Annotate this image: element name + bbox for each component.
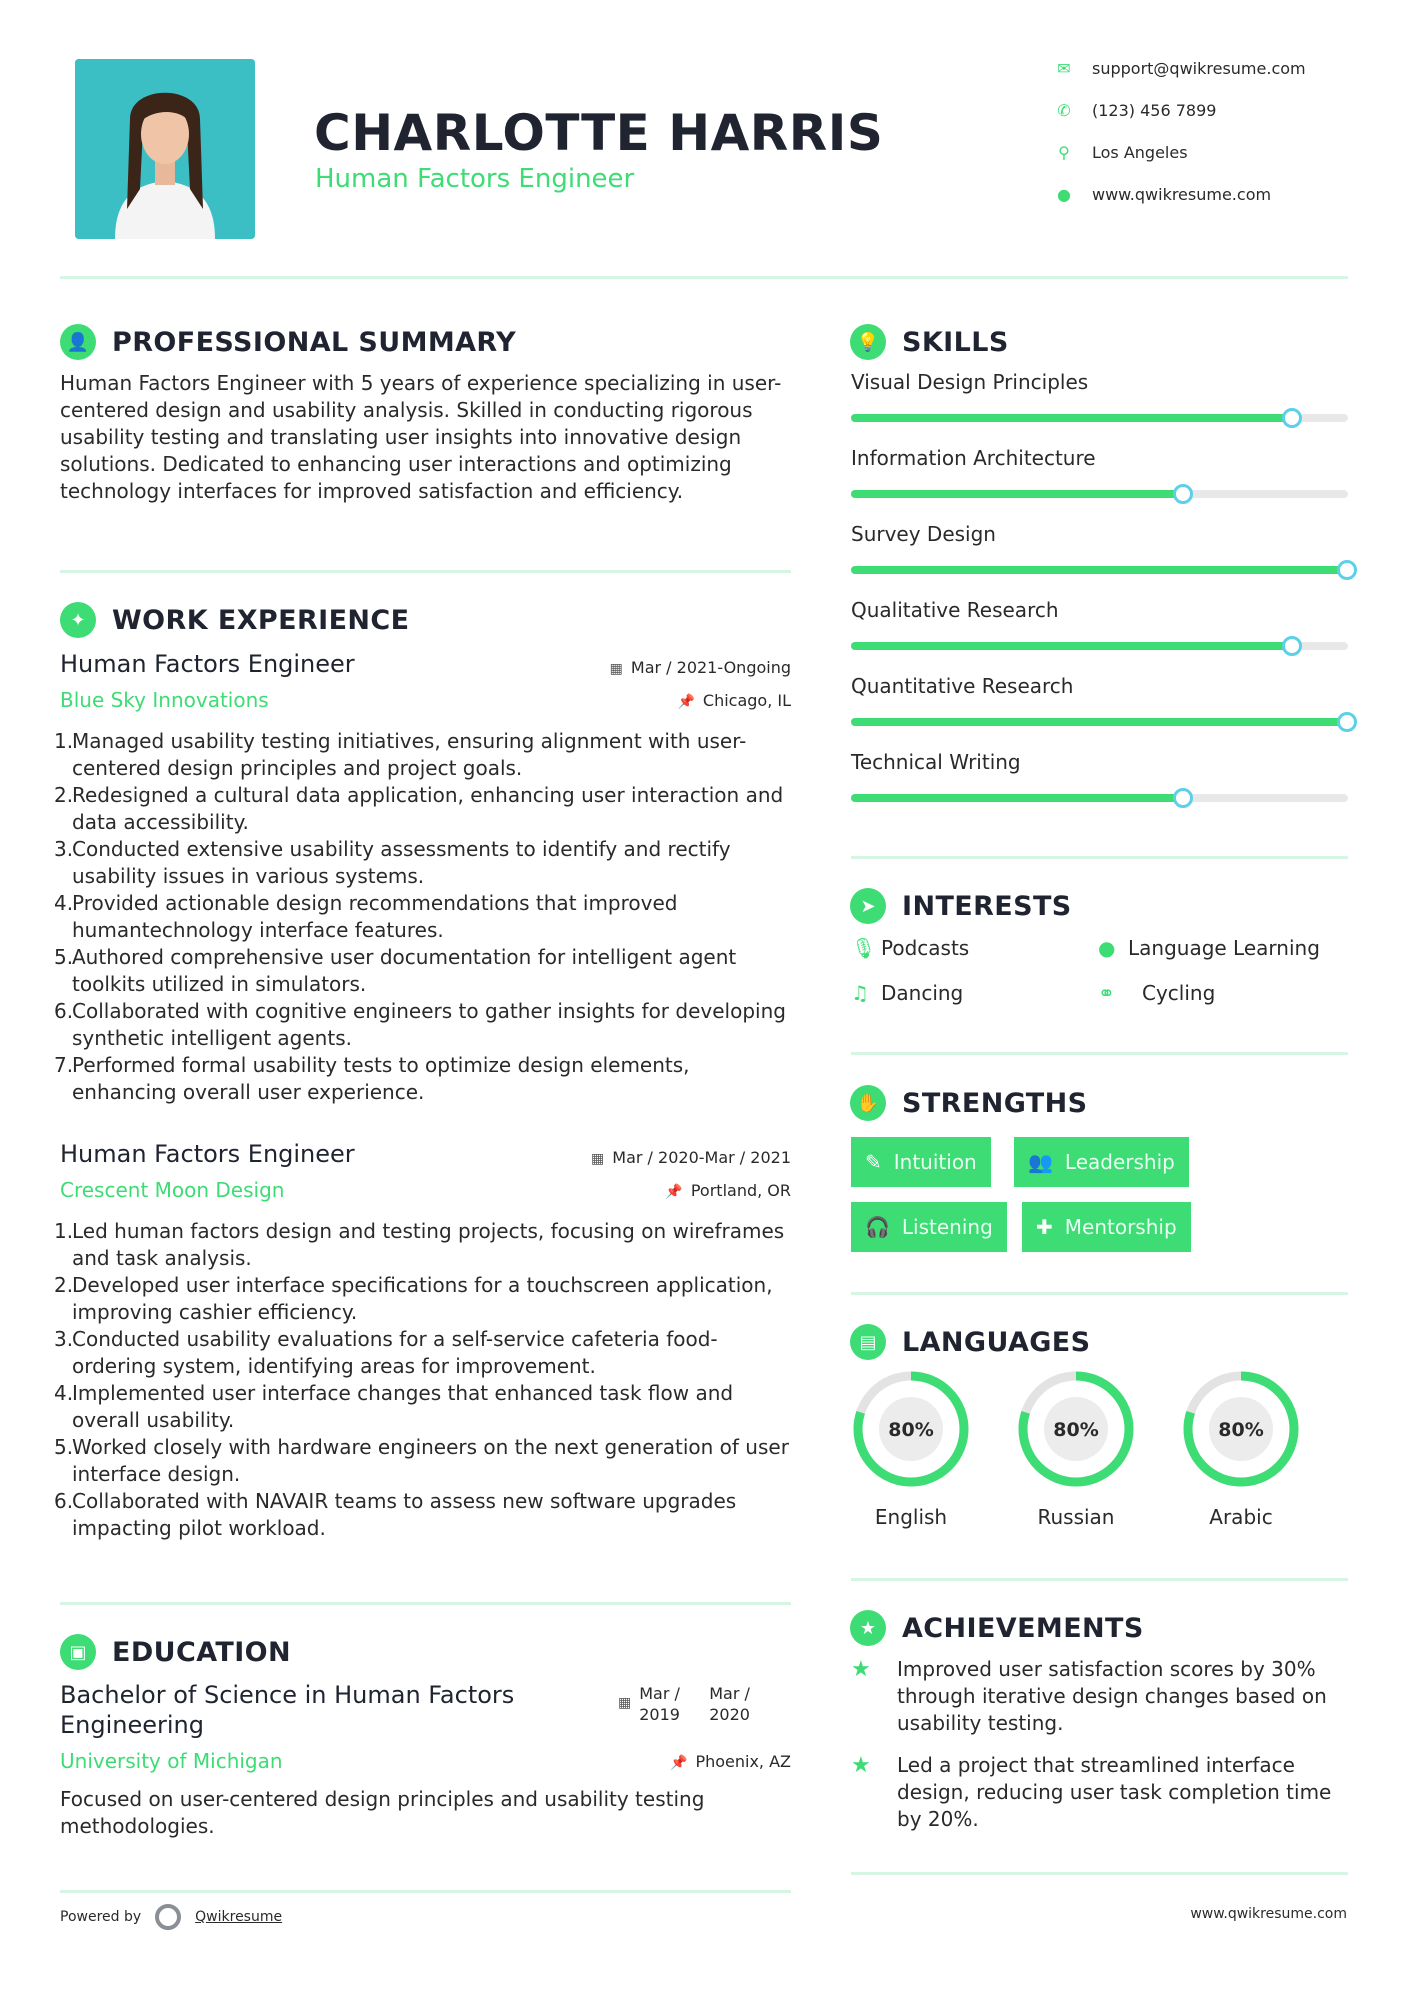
skill-row xyxy=(851,750,1351,802)
list-item: 5.Worked closely with hardware engineers on the next generation of user interface design. xyxy=(54,1435,789,1486)
list-item: 3.Conducted extensive usability assessments to identify and rectify usability issues in various systems. xyxy=(54,837,731,888)
star-icon: ★ xyxy=(851,1753,871,1778)
job-bullets xyxy=(54,1218,794,1542)
candidate-name: CHARLOTTE HARRIS xyxy=(314,104,884,162)
skill-label: Technical Writing xyxy=(851,750,1021,774)
list-item: 4.Implemented user interface changes that enhanced task flow and overall usability. xyxy=(54,1381,734,1432)
skill-bar-fill xyxy=(851,794,1184,802)
candidate-role: Human Factors Engineer xyxy=(315,164,635,194)
language-label: Arabic xyxy=(1209,1505,1273,1529)
hand-icon: ✋ xyxy=(850,1085,886,1121)
list-item: 1.Managed usability testing initiatives, ensuring alignment with user-centered design principles and project goals. xyxy=(54,729,747,780)
skill-bar-knob xyxy=(1337,560,1357,580)
interest-item xyxy=(1098,981,1215,1005)
job-title: Human Factors Engineer xyxy=(60,650,355,678)
skill-row xyxy=(851,674,1351,726)
strength-label: Mentorship xyxy=(1064,1215,1177,1239)
skill-label: Qualitative Research xyxy=(851,598,1059,622)
job-location xyxy=(665,1181,791,1200)
skill-bar-track xyxy=(851,566,1348,574)
powered-by-text: Powered by xyxy=(60,1909,142,1925)
summary-divider xyxy=(60,570,791,573)
job-company: Blue Sky Innovations xyxy=(60,688,269,712)
header-divider xyxy=(60,276,1348,279)
interest-item xyxy=(851,936,969,960)
language-icon: ▤ xyxy=(850,1324,886,1360)
music-note-icon: ♫ xyxy=(851,981,869,1005)
skill-row xyxy=(851,598,1351,650)
achievement-text: Led a project that streamlined interface design, reducing user task completion time by 20%. xyxy=(897,1753,1332,1831)
strength-label: Leadership xyxy=(1064,1150,1175,1174)
job-location-text: Chicago, IL xyxy=(702,691,791,710)
globe-icon: ● xyxy=(1057,184,1071,204)
degree-title: Bachelor of Science in Human Factors Engineering xyxy=(60,1681,515,1739)
strength-tag xyxy=(851,1202,1007,1252)
language-ring xyxy=(1181,1369,1301,1489)
language-item xyxy=(1181,1369,1301,1529)
education-location-text: Phoenix, AZ xyxy=(695,1752,791,1771)
contact-location-text: Los Angeles xyxy=(1092,142,1188,162)
list-item: 6.Collaborated with NAVAIR teams to assess new software upgrades impacting pilot workload. xyxy=(54,1489,737,1540)
list-item: 4.Provided actionable design recommendations that improved humantechnology interface features. xyxy=(54,891,678,942)
skill-bar-knob xyxy=(1337,712,1357,732)
graduation-icon: ▣ xyxy=(60,1634,96,1670)
education-description: Focused on user-centered design principles and usability testing methodologies. xyxy=(60,1787,705,1838)
job-date xyxy=(591,1148,791,1167)
language-ring xyxy=(851,1369,971,1489)
strength-tag xyxy=(1014,1137,1189,1187)
strengths-title: STRENGTHS xyxy=(902,1087,1088,1119)
list-item: 6.Collaborated with cognitive engineers to gather insights for developing synthetic intelligent agents. xyxy=(54,999,786,1050)
skill-bar-track xyxy=(851,490,1348,498)
interests-title: INTERESTS xyxy=(902,890,1072,922)
star-icon: ★ xyxy=(851,1657,871,1682)
skill-row xyxy=(851,522,1351,574)
work-divider xyxy=(60,1602,791,1605)
skill-bar-knob xyxy=(1282,408,1302,428)
strength-tag xyxy=(851,1137,991,1187)
skill-label: Survey Design xyxy=(851,522,996,546)
globe-icon: ● xyxy=(1098,936,1116,960)
list-item: 5.Authored comprehensive user documentation for intelligent agent toolkits utilized in simulators. xyxy=(54,945,737,996)
list-item: 2.Redesigned a cultural data application, enhancing user interaction and data accessibility. xyxy=(54,783,784,834)
achievements-divider xyxy=(851,1872,1348,1875)
work-heading xyxy=(60,602,409,638)
job-date-text: Mar / 2021-Ongoing xyxy=(630,658,791,677)
contact-phone[interactable] xyxy=(1050,100,1216,120)
calendar-icon: ▦ xyxy=(618,1695,632,1711)
summary-text: Human Factors Engineer with 5 years of experience specializing in user-centered design and usability analysis. Skilled in conducting rigorous usability testing and translating user insights into innovative design solutions. Dedicated to enhancing user interactions and optimizing technology interfaces for improved satisfaction and efficiency. xyxy=(60,371,782,503)
summary-heading xyxy=(60,324,516,360)
skill-bar-fill xyxy=(851,566,1348,574)
lightbulb-icon: 💡 xyxy=(850,324,886,360)
star-icon: ★ xyxy=(850,1610,886,1646)
languages-divider xyxy=(851,1578,1348,1581)
job-title: Human Factors Engineer xyxy=(60,1140,355,1168)
contact-location xyxy=(1050,142,1188,162)
language-item xyxy=(851,1369,971,1529)
job-date-text: Mar / 2020-Mar / 2021 xyxy=(612,1148,791,1167)
interest-item xyxy=(851,981,963,1005)
job-location-text: Portland, OR xyxy=(690,1181,791,1200)
education-date-start: Mar / 2019 xyxy=(639,1684,680,1724)
skill-label: Information Architecture xyxy=(851,446,1096,470)
microphone-icon: 🎙 xyxy=(851,936,877,960)
user-plus-icon: ✚ xyxy=(1036,1215,1053,1239)
paper-plane-icon: ➤ xyxy=(850,888,886,924)
achievements-title: ACHIEVEMENTS xyxy=(902,1612,1144,1644)
skills-heading xyxy=(850,324,1009,360)
strength-label: Intuition xyxy=(893,1150,977,1174)
contact-email[interactable] xyxy=(1050,58,1306,78)
job-bullets xyxy=(54,728,794,1106)
skill-bar-knob xyxy=(1282,636,1302,656)
education-title: EDUCATION xyxy=(112,1636,292,1668)
education-divider xyxy=(60,1890,791,1893)
contact-website-text: www.qwikresume.com xyxy=(1092,184,1272,204)
language-percent: 80% xyxy=(888,1419,934,1441)
interest-label: Podcasts xyxy=(881,936,970,960)
skill-bar-fill xyxy=(851,414,1293,422)
interest-item xyxy=(1098,936,1320,960)
list-item: 3.Conducted usability evaluations for a self-service cafeteria food-ordering system, identifying areas for improvement. xyxy=(54,1327,718,1378)
map-pin-icon: ⚲ xyxy=(1058,142,1070,162)
education-date xyxy=(618,1683,757,1725)
envelope-icon: ✉ xyxy=(1057,58,1071,78)
profile-photo xyxy=(75,59,255,239)
pin-icon: 📌 xyxy=(677,694,695,710)
skill-bar-fill xyxy=(851,642,1293,650)
interest-label: Dancing xyxy=(881,981,964,1005)
calendar-icon: ▦ xyxy=(609,661,623,677)
skill-bar-fill xyxy=(851,490,1184,498)
list-item: 1.Led human factors design and testing projects, focusing on wireframes and task analysis. xyxy=(54,1219,785,1270)
phone-icon: ✆ xyxy=(1057,100,1071,120)
users-icon: 👥 xyxy=(1028,1150,1053,1174)
skill-bar-knob xyxy=(1173,484,1193,504)
education-date-end: Mar / 2020 xyxy=(709,1684,750,1724)
contact-email-text: support@qwikresume.com xyxy=(1092,58,1306,78)
job-date xyxy=(610,658,791,677)
language-label: Russian xyxy=(1037,1505,1115,1529)
user-icon: 👤 xyxy=(60,324,96,360)
magic-wand-icon: ✎ xyxy=(865,1150,882,1174)
language-ring xyxy=(1016,1369,1136,1489)
bicycle-icon: ⚭ xyxy=(1098,981,1115,1005)
summary-title: PROFESSIONAL SUMMARY xyxy=(112,326,517,358)
interests-divider xyxy=(851,1052,1348,1055)
pin-icon: 📌 xyxy=(665,1184,683,1200)
education-heading xyxy=(60,1634,291,1670)
achievement-item xyxy=(851,1752,1351,1833)
qwikresume-logo-icon xyxy=(155,1904,181,1930)
language-percent: 80% xyxy=(1218,1419,1264,1441)
list-item: 2.Developed user interface specifications for a touchscreen application, improving cashier efficiency. xyxy=(54,1273,773,1324)
strengths-divider xyxy=(851,1292,1348,1295)
languages-heading xyxy=(850,1324,1091,1360)
skill-bar-fill xyxy=(851,718,1348,726)
interest-label: Cycling xyxy=(1142,981,1216,1005)
language-percent: 80% xyxy=(1053,1419,1099,1441)
skills-divider xyxy=(851,856,1348,859)
skills-title: SKILLS xyxy=(902,326,1009,358)
skill-bar-knob xyxy=(1173,788,1193,808)
skill-label: Visual Design Principles xyxy=(851,370,1089,394)
strength-label: Listening xyxy=(901,1215,993,1239)
footer-website[interactable]: www.qwikresume.com xyxy=(1190,1906,1347,1922)
skill-bar-track xyxy=(851,718,1348,726)
work-title: WORK EXPERIENCE xyxy=(112,604,410,636)
language-item xyxy=(1016,1369,1136,1529)
calendar-icon: ▦ xyxy=(591,1151,605,1167)
skill-bar-track xyxy=(851,794,1348,802)
strength-tag xyxy=(1022,1202,1191,1252)
job-location xyxy=(677,691,791,710)
education-location xyxy=(670,1752,791,1771)
contact-phone-text: (123) 456 7899 xyxy=(1092,100,1217,120)
interest-label: Language Learning xyxy=(1128,936,1320,960)
skill-bar-track xyxy=(851,414,1348,422)
skill-row xyxy=(851,370,1351,422)
footer-powered xyxy=(60,1904,282,1930)
school-name: University of Michigan xyxy=(60,1749,283,1773)
language-label: English xyxy=(874,1505,948,1529)
strengths-heading xyxy=(850,1085,1087,1121)
achievements-heading xyxy=(850,1610,1144,1646)
languages-title: LANGUAGES xyxy=(902,1326,1091,1358)
skill-bar-track xyxy=(851,642,1348,650)
skill-row xyxy=(851,446,1351,498)
interests-heading xyxy=(850,888,1072,924)
achievement-text: Improved user satisfaction scores by 30% through iterative design changes based on usability testing. xyxy=(897,1657,1327,1735)
briefcase-icon: ✦ xyxy=(60,602,96,638)
achievement-item xyxy=(851,1656,1351,1737)
pin-icon: 📌 xyxy=(670,1755,688,1771)
job-company: Crescent Moon Design xyxy=(60,1178,285,1202)
list-item: 7.Performed formal usability tests to optimize design elements, enhancing overall user experience. xyxy=(54,1053,690,1104)
headphones-icon: 🎧 xyxy=(865,1215,890,1239)
contact-website[interactable] xyxy=(1050,184,1271,204)
brand-link[interactable]: Qwikresume xyxy=(195,1909,283,1925)
skill-label: Quantitative Research xyxy=(851,674,1074,698)
